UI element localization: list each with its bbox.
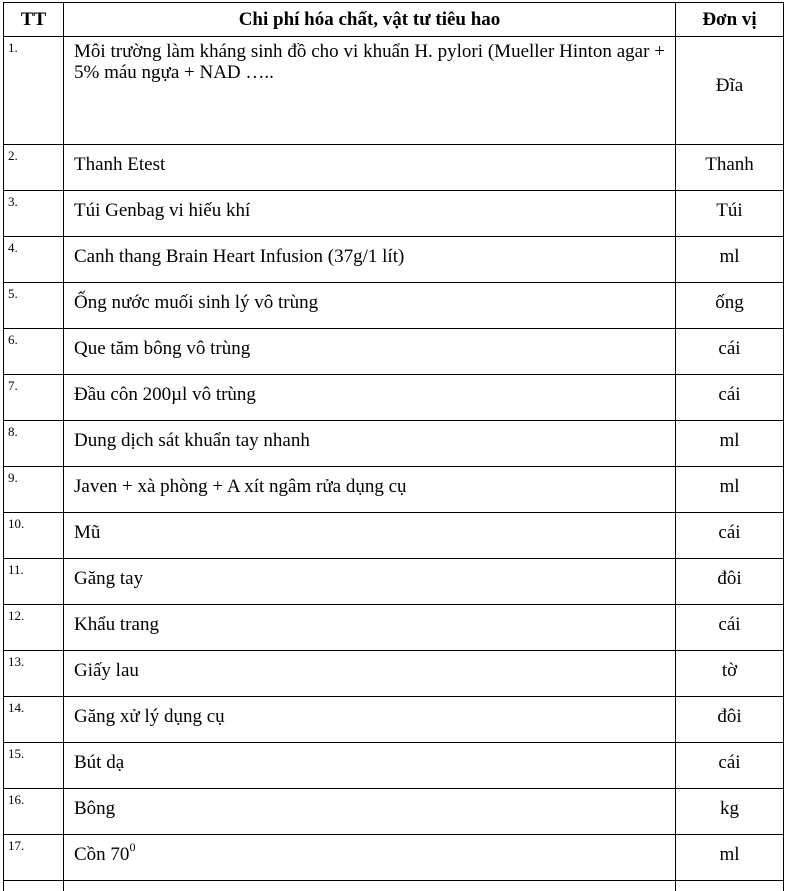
item-name: Bút dạ — [64, 743, 676, 789]
item-name: Khẩu trang — [64, 605, 676, 651]
item-unit: ml — [676, 421, 784, 467]
row-number: 6. — [4, 329, 64, 375]
table-row — [4, 191, 784, 237]
item-unit: Thanh — [676, 145, 784, 191]
item-name: Túi Genbag vi hiếu khí — [64, 191, 676, 237]
header-row — [4, 3, 784, 37]
item-unit: cái — [676, 375, 784, 421]
row-number: 5. — [4, 283, 64, 329]
item-name: Que tăm bông vô trùng — [64, 329, 676, 375]
row-number: 8. — [4, 421, 64, 467]
item-unit: ống — [676, 283, 784, 329]
table-row — [4, 283, 784, 329]
item-name: Dung dịch sát khuẩn tay nhanh — [64, 421, 676, 467]
table-row — [4, 421, 784, 467]
table-row — [4, 743, 784, 789]
item-unit: đôi — [676, 559, 784, 605]
row-number: 4. — [4, 237, 64, 283]
table-row — [4, 605, 784, 651]
item-unit: kg — [676, 789, 784, 835]
table-row — [4, 467, 784, 513]
table-row — [4, 835, 784, 881]
item-name: Bông — [64, 789, 676, 835]
item-name: Canh thang Brain Heart Infusion (37g/1 lít) — [64, 237, 676, 283]
empty-cell — [676, 881, 784, 891]
table-row — [4, 329, 784, 375]
table-row — [4, 789, 784, 835]
item-name: Đầu côn 200µl vô trùng — [64, 375, 676, 421]
item-name: Thanh Etest — [64, 145, 676, 191]
item-name-text: Cồn 70 — [74, 844, 129, 865]
table-row — [4, 697, 784, 743]
item-name: Găng tay — [64, 559, 676, 605]
row-number: 15. — [4, 743, 64, 789]
item-unit: ml — [676, 467, 784, 513]
row-number: 2. — [4, 145, 64, 191]
item-name: Găng xử lý dụng cụ — [64, 697, 676, 743]
item-unit: Túi — [676, 191, 784, 237]
item-name: Mũ — [64, 513, 676, 559]
header-item: Chi phí hóa chất, vật tư tiêu hao — [64, 3, 676, 37]
table-row — [4, 513, 784, 559]
row-number: 17. — [4, 835, 64, 881]
row-number: 12. — [4, 605, 64, 651]
item-name: Javen + xà phòng + A xít ngâm rửa dụng cụ — [64, 467, 676, 513]
empty-cell — [4, 881, 64, 891]
table-row — [4, 375, 784, 421]
row-number: 14. — [4, 697, 64, 743]
item-unit: cái — [676, 513, 784, 559]
row-number: 13. — [4, 651, 64, 697]
table-row — [4, 237, 784, 283]
item-unit: cái — [676, 329, 784, 375]
row-number: 1. — [4, 37, 64, 145]
item-unit: ml — [676, 835, 784, 881]
item-unit: cái — [676, 743, 784, 789]
empty-cell — [64, 881, 676, 891]
superscript-text: 0 — [129, 840, 135, 854]
item-unit: tờ — [676, 651, 784, 697]
item-name: Ống nước muối sinh lý vô trùng — [64, 283, 676, 329]
table-row — [4, 559, 784, 605]
item-name — [64, 835, 676, 881]
row-number: 9. — [4, 467, 64, 513]
table-row — [4, 145, 784, 191]
item-name: Môi trường làm kháng sinh đồ cho vi khuẩn H. pylori (Mueller Hinton agar + 5% máu ngựa + NAD ….. — [64, 37, 676, 145]
header-unit: Đơn vị — [676, 3, 784, 37]
row-number: 7. — [4, 375, 64, 421]
supplies-table — [3, 2, 784, 891]
row-number: 11. — [4, 559, 64, 605]
item-unit: cái — [676, 605, 784, 651]
row-number: 3. — [4, 191, 64, 237]
row-number: 10. — [4, 513, 64, 559]
table-row — [4, 651, 784, 697]
header-tt: TT — [4, 3, 64, 37]
item-unit: ml — [676, 237, 784, 283]
table-row — [4, 37, 784, 145]
item-name: Giấy lau — [64, 651, 676, 697]
table-row-continuation — [4, 881, 784, 891]
row-number: 16. — [4, 789, 64, 835]
item-unit: đôi — [676, 697, 784, 743]
item-unit: Đĩa — [676, 37, 784, 145]
